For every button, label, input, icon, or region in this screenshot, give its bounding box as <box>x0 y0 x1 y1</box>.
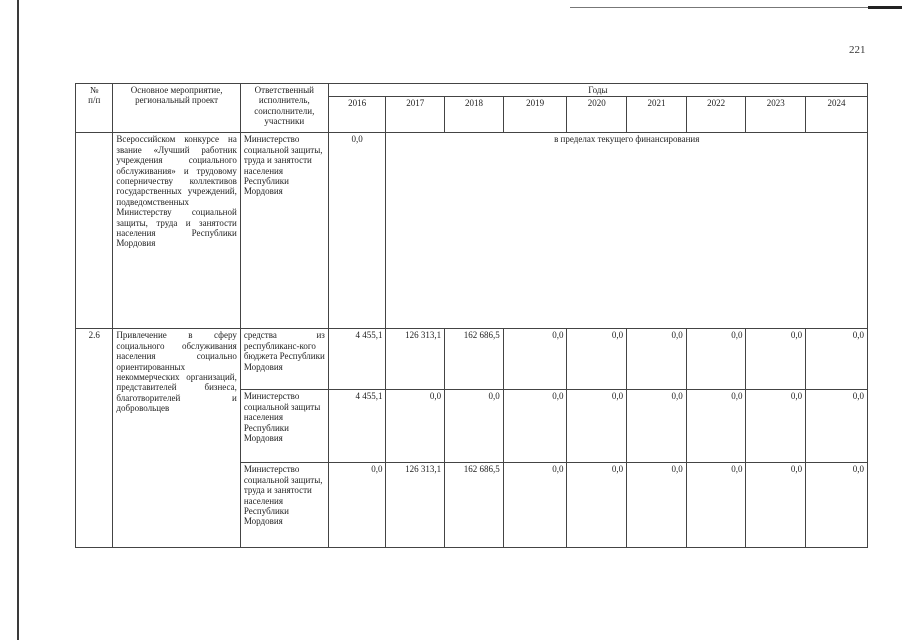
header-year: 2022 <box>686 97 746 133</box>
header-year: 2019 <box>503 97 567 133</box>
table-row <box>76 133 868 329</box>
header-year: 2021 <box>627 97 687 133</box>
row-value: 0,0 <box>567 329 627 390</box>
row-value: 0,0 <box>746 463 806 548</box>
row-value: 0,0 <box>386 390 445 463</box>
row-value: 126 313,1 <box>386 463 445 548</box>
row-measure: Привлечение в сферу социального обслуживания населения социально ориентированных некоммерческих организаций, представителей бизнеса, благотворителей и добровольцев <box>113 329 240 548</box>
row-value: 0,0 <box>686 390 746 463</box>
row-value: 0,0 <box>328 463 386 548</box>
row-value: 0,0 <box>503 390 567 463</box>
table-row <box>76 329 868 390</box>
row-value: 4 455,1 <box>328 329 386 390</box>
header-row-1 <box>76 84 868 97</box>
row-value: 0,0 <box>567 390 627 463</box>
header-executor: Ответственный исполнитель, соисполнители, участники <box>240 84 328 133</box>
row-num <box>76 133 113 329</box>
row-value: 0,0 <box>567 463 627 548</box>
row-value: 0,0 <box>686 463 746 548</box>
row-value: 0,0 <box>627 463 687 548</box>
row-value: 0,0 <box>806 329 868 390</box>
program-table <box>75 83 868 548</box>
header-year: 2024 <box>806 97 868 133</box>
row-executor: Министерство социальной защиты населения Республики Мордовия <box>240 390 328 463</box>
header-year: 2018 <box>445 97 504 133</box>
row-value: 0,0 <box>627 329 687 390</box>
row-value: 0,0 <box>445 390 504 463</box>
header-year: 2017 <box>386 97 445 133</box>
row-value: 0,0 <box>806 390 868 463</box>
header-year: 2016 <box>328 97 386 133</box>
row-value: 0,0 <box>686 329 746 390</box>
header-measure: Основное мероприятие, региональный проект <box>113 84 240 133</box>
row-num: 2.6 <box>76 329 113 548</box>
row-executor: Министерство социальной защиты, труда и занятости населения Республики Мордовия <box>240 463 328 548</box>
scan-edge-top-mark <box>868 6 902 9</box>
row-value: 4 455,1 <box>328 390 386 463</box>
row-value: 162 686,5 <box>445 329 504 390</box>
row-executor: Министерство социальной защиты, труда и занятости населения Республики Мордовия <box>240 133 328 329</box>
row-value: 0,0 <box>627 390 687 463</box>
row-value: 162 686,5 <box>445 463 504 548</box>
row-measure: Всероссийском конкурсе на звание «Лучший работник учреждения социального обслуживания» и трудовому соперничеству коллективов государственных учреждений, подведомственных Министерству социальной защиты, труда и занятости населения Республики Мордовия <box>113 133 240 329</box>
row-value: 0,0 <box>746 390 806 463</box>
header-years: Годы <box>328 84 867 97</box>
row-value: 126 313,1 <box>386 329 445 390</box>
row-value-2016: 0,0 <box>328 133 386 329</box>
header-num: № п/п <box>76 84 113 133</box>
header-year: 2020 <box>567 97 627 133</box>
row-value: 0,0 <box>503 463 567 548</box>
row-value: 0,0 <box>806 463 868 548</box>
page-number: 221 <box>849 44 866 56</box>
scan-edge-top <box>570 7 900 8</box>
row-value: 0,0 <box>746 329 806 390</box>
row-merged-note: в пределах текущего финансирования <box>386 133 868 329</box>
row-value: 0,0 <box>503 329 567 390</box>
row-executor: средства из республиканс-кого бюджета Республики Мордовия <box>240 329 328 390</box>
header-year: 2023 <box>746 97 806 133</box>
scan-edge-left <box>17 0 19 640</box>
